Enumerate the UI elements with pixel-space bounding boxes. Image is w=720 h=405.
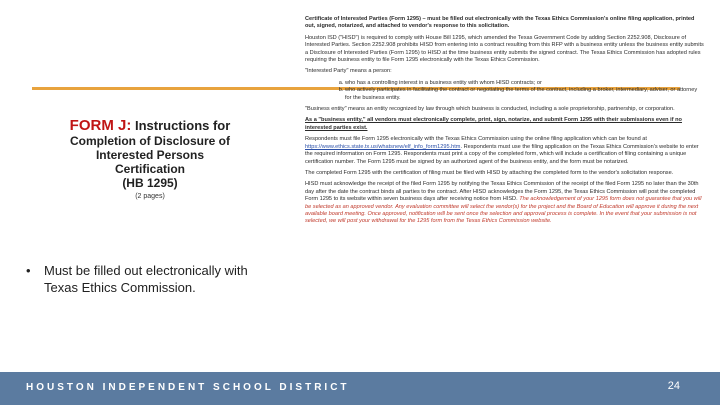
subtitle-line: Interested Persons: [95, 148, 205, 162]
ethics-commission-link[interactable]: https://www.ethics.state.tx.us/whatsnew/elf_info_form1295.htm: [305, 143, 461, 150]
business-entity-definition: "Business entity" means an entity recognized by law through which business is conducted, including a sole proprietorship, partnership, or corporation.: [305, 106, 675, 113]
form-title: [40, 118, 260, 134]
district-name: HOUSTON INDEPENDENT SCHOOL DISTRICT: [26, 382, 350, 393]
respondents-intro: Respondents must file Form 1295 electronically with the Texas Ethics Commission using the online filing application which can be found at: [305, 136, 647, 143]
page-number: 24: [667, 380, 680, 392]
acknowledgement-note: The acknowledgement of your 1295 form does not guarantee that you will be selected as an approved vendor. Any evaluation committee will select the vendor(s) for the project and the Board of Education will approve it during the next available board meeting. Once approved, notification will be sent once the selection and approval process is complete. In the event that your submission is not selected, we will post your withdrawal for the 1295 form from the Texas Ethics Commission website.: [305, 196, 702, 225]
acknowledgement-paragraph: [305, 181, 705, 225]
bullet-item: [26, 262, 276, 296]
bullet-icon: •: [26, 263, 31, 278]
pages-note: (2 pages): [135, 193, 165, 200]
interested-party-definition: "Interested Party" means a person:: [305, 68, 392, 75]
acknowledgement-intro: HISD must acknowledge the receipt of the filed Form 1295 by notifying the Texas Ethics Commission of the receipt of the filed Form 1295 no later than the 30th day after the date the contract binds all parties to the contract. After HISD acknowledges the Form 1295, the Texas Ethics Commission will post the completed Form 1295 to its website within seven business days after receiving notice from HISD.: [305, 181, 699, 203]
respondents-rest: . Respondents must use the filing application on the Texas Ethics Commission's website to enter the required information on Form 1295. Respondents must print a copy of the completed form, which will include a certification of filing containing a unique certification number. The Form 1295 must be signed by an authorized agent of the business entity, and the form must be notarized.: [305, 143, 699, 165]
definition-item: a. who has a controlling interest in a business entity with whom HISD contracts; or: [345, 80, 705, 87]
form-title-block: [40, 118, 260, 202]
form-code: FORM J:: [69, 117, 132, 134]
subtitle-line: (HB 1295): [122, 176, 178, 190]
doc-paragraph: Houston ISD ("HISD") is required to comply with House Bill 1295, which amended the Texas Government Code by adding Section 2252.908, Disclosure of Interested Parties. Section 2252.908 prohibits HISD from entering into a contract resulting from this RFP with a business entity unless the business entity submits a Disclosure of Interested Parties (Form 1295) to HISD at the time business entity submits the signed contract. The Texas Ethics Commission has adopted rules requiring the business entity to file Form 1295 electronically with the Texas Ethics Commission.: [305, 34, 704, 64]
definition-list: [305, 80, 705, 102]
bullet-text: Must be filled out electronically with Texas Ethics Commission.: [44, 263, 248, 295]
form-title-rest: Instructions for: [134, 118, 231, 133]
footer-bar: [0, 372, 720, 405]
doc-heading: Certificate of Interested Parties (Form 1295) – must be filled out electronically with the Texas Ethics Commission's online filing application, printed out, signed, notarized, and attached to vendor's response to this solicitation.: [305, 16, 695, 30]
subtitle-line: Certification: [114, 162, 185, 176]
respondents-paragraph: [305, 136, 705, 166]
business-entity-requirement: As a "business entity," all vendors must electronically complete, print, sign, notarize, and submit Form 1295 with their submissions even if no interested parties exist.: [305, 117, 682, 131]
completed-form-paragraph: The completed Form 1295 with the certification of filing must be filed with HISD by attaching the completed form to the vendor's solicitation response.: [305, 169, 674, 176]
document-excerpt: [305, 16, 705, 360]
definition-item: b. who actively participates in facilitating the contract or negotiating the terms of the contract, including a broker, intermediary, adviser, or attorney for the business entity.: [345, 87, 705, 102]
subtitle-line: Completion of Disclosure of: [69, 134, 230, 148]
